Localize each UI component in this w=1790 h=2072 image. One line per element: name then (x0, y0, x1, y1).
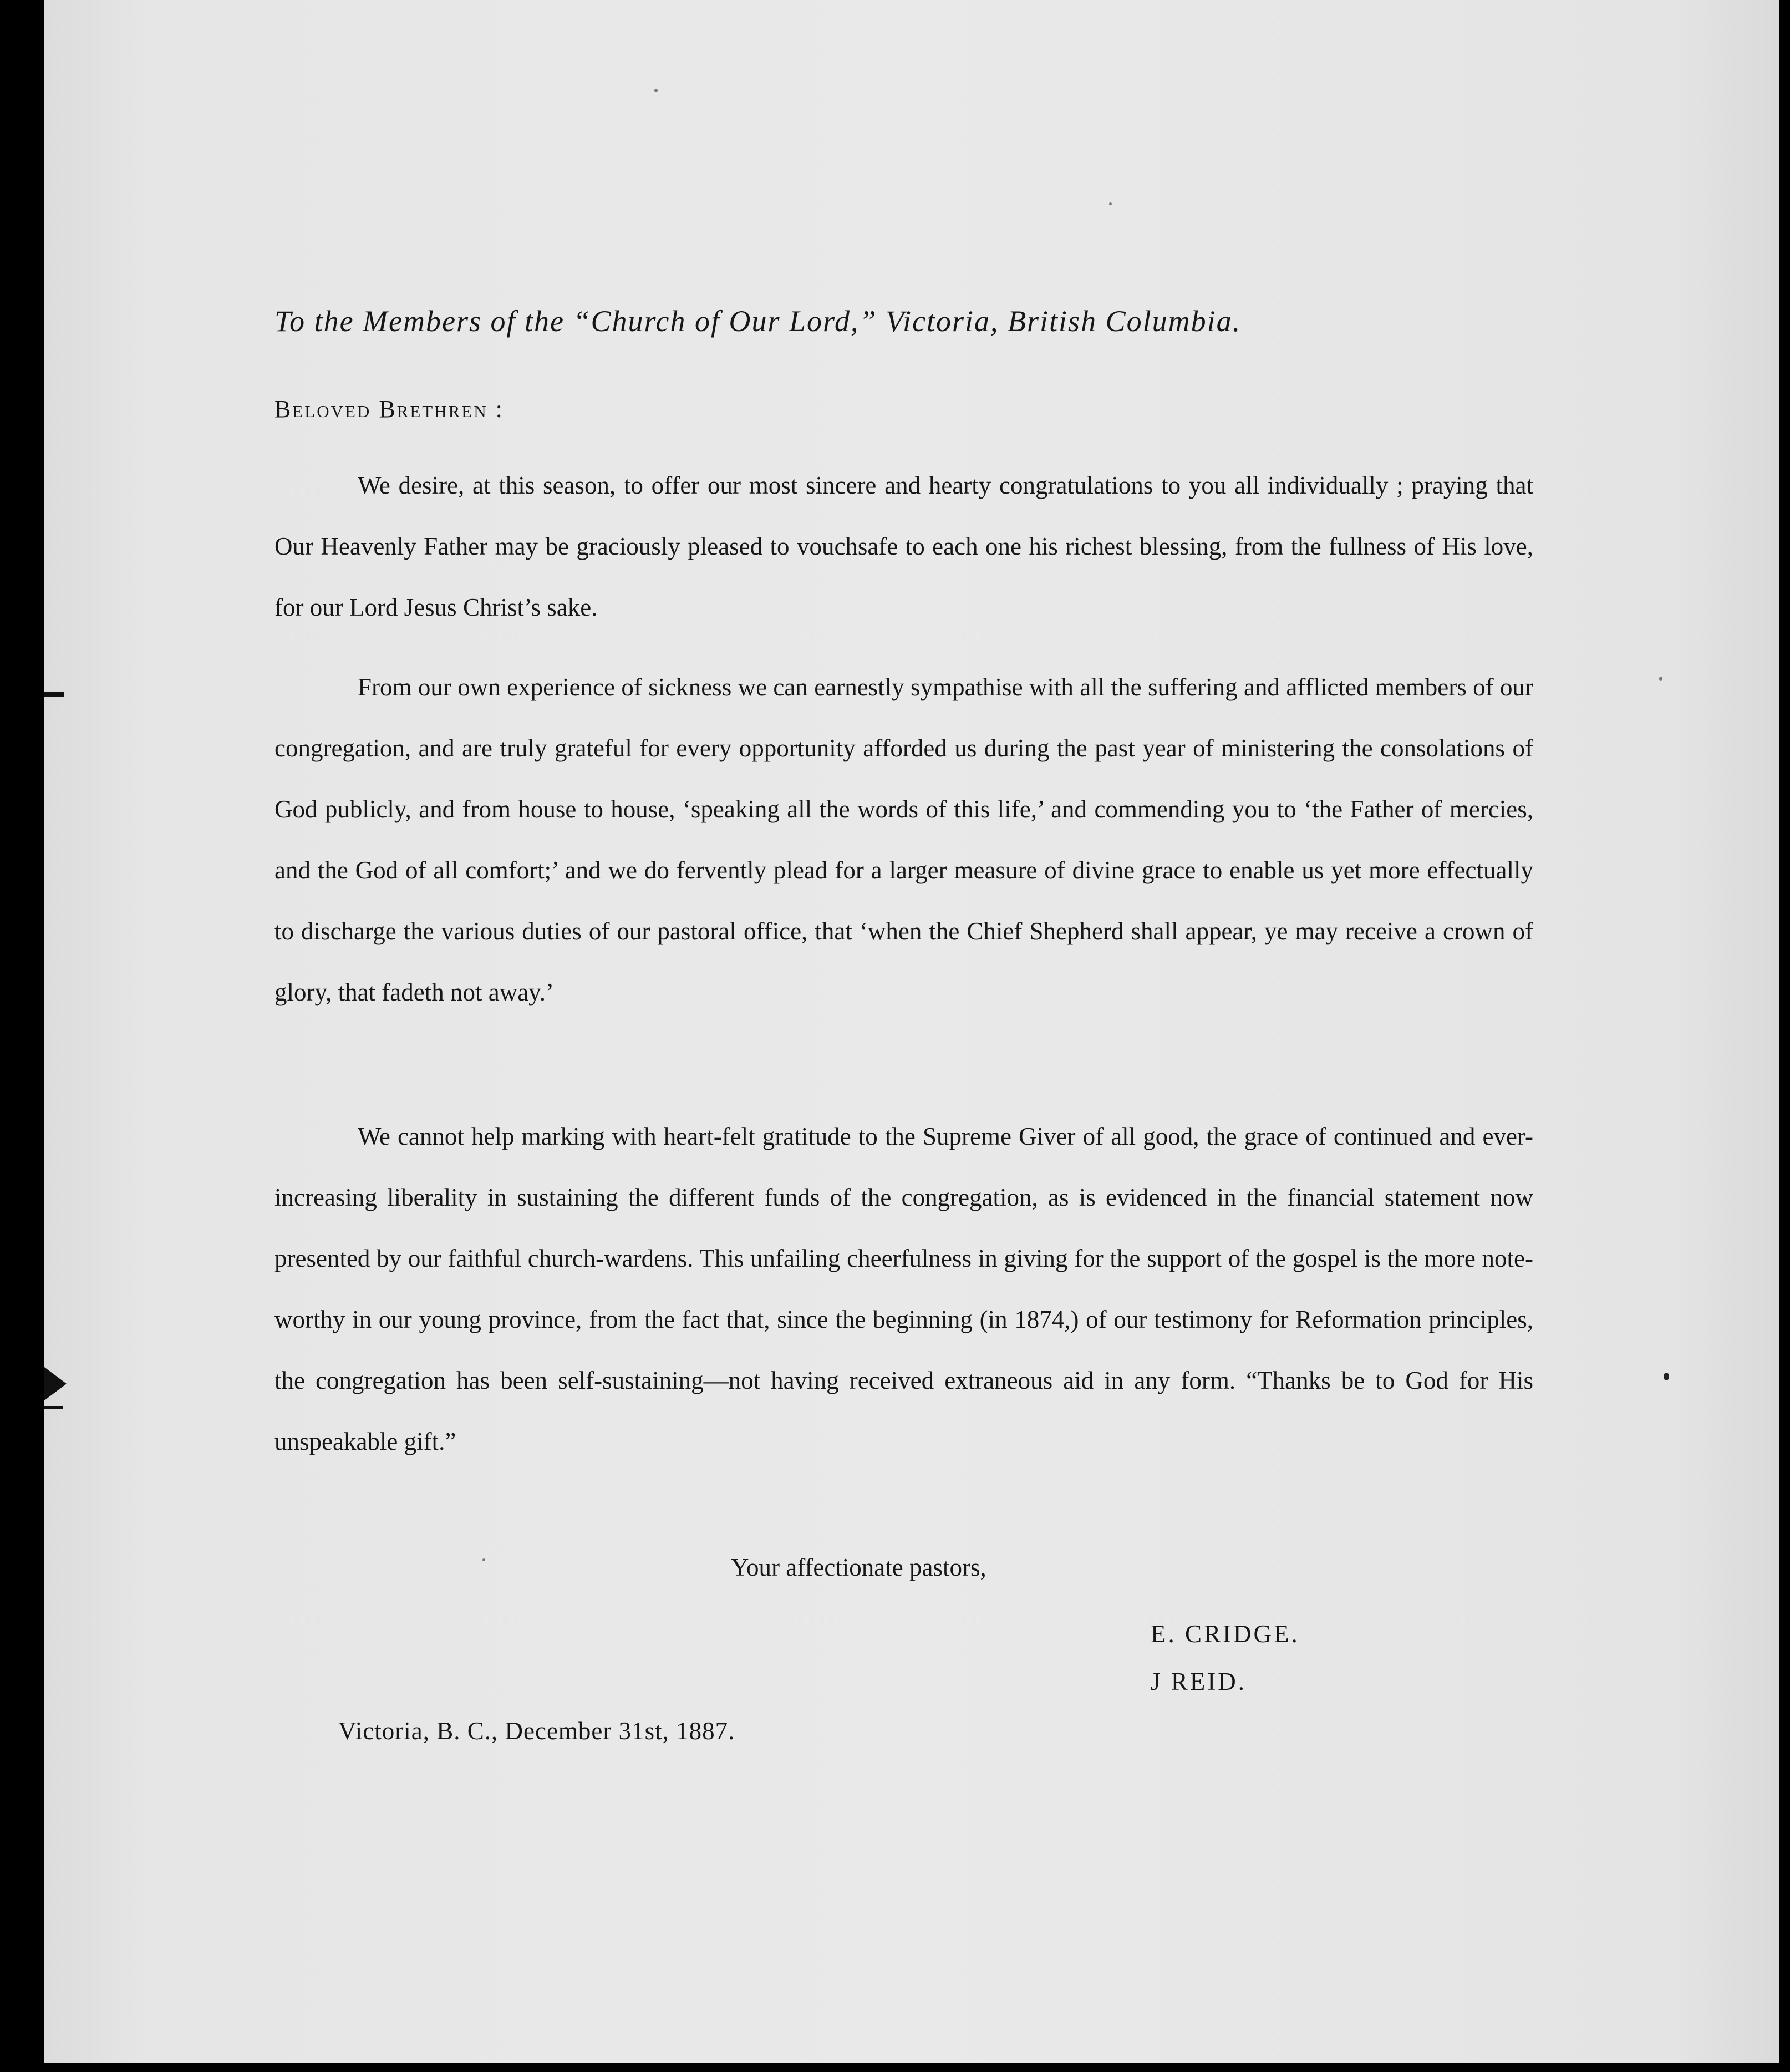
letter-page (44, 0, 1779, 2063)
signatory-reid: J REID. (1151, 1668, 1247, 1695)
binding-notch (44, 692, 64, 697)
paper-speck (1109, 202, 1112, 205)
paper-speck (654, 89, 658, 92)
paper-speck (1664, 1373, 1669, 1380)
paragraph-1: We desire, at this season, to offer our most sincere and hearty congratulations to you all individually ; praying that Our Heavenly Father may be graciously pleased to vouchsafe to each one his richest blessing, from the fullness of His love, for our Lord Jesus Christ’s sake. (274, 471, 1533, 621)
binding-notch (44, 1406, 63, 1409)
closing-line: Your affectionate pastors, (731, 1553, 986, 1581)
signatory-cridge: E. CRIDGE. (1151, 1620, 1300, 1648)
paper-speck (1659, 677, 1662, 681)
dateline: Victoria, B. C., December 31st, 1887. (338, 1717, 735, 1745)
paragraph-3: We cannot help marking with heart-felt gratitude to the Supreme Giver of all good, the grace of continued and ever-increasing liberality in sustaining the different funds of the congregation, as is evidenced in the financial statement now presented by our faithful church-wardens. This unfailing cheerfulness in giving for the support of the gospel is the more note-worthy in our young province, from the fact that, since the beginning (in 1874,) of our testimony for Reformation principles, the congregation has been self-sustaining—not having received extraneous aid in any form. “Thanks be to God for His unspeakable gift.” (274, 1123, 1533, 1455)
address-line: To the Members of the “Church of Our Lord,” Victoria, British Columbia. (274, 304, 1242, 338)
paragraph-2: From our own experience of sickness we can earnestly sympathise with all the suffering and afflicted members of our congregation, and are truly grateful for every opportunity afforded us during the past year of ministering the consolations of God publicly, and from house to house, ‘speaking all the words of this life,’ and commending you to ‘the Father of mercies, and the God of all comfort;’ and we do fervently plead for a larger measure of divine grace to enable us yet more effectually to discharge the various duties of our pastoral office, that ‘when the Chief Shepherd shall appear, ye may receive a crown of glory, that fadeth not away.’ (274, 673, 1533, 1006)
paper-speck (482, 1558, 485, 1561)
greeting: Beloved Brethren : (274, 395, 504, 423)
